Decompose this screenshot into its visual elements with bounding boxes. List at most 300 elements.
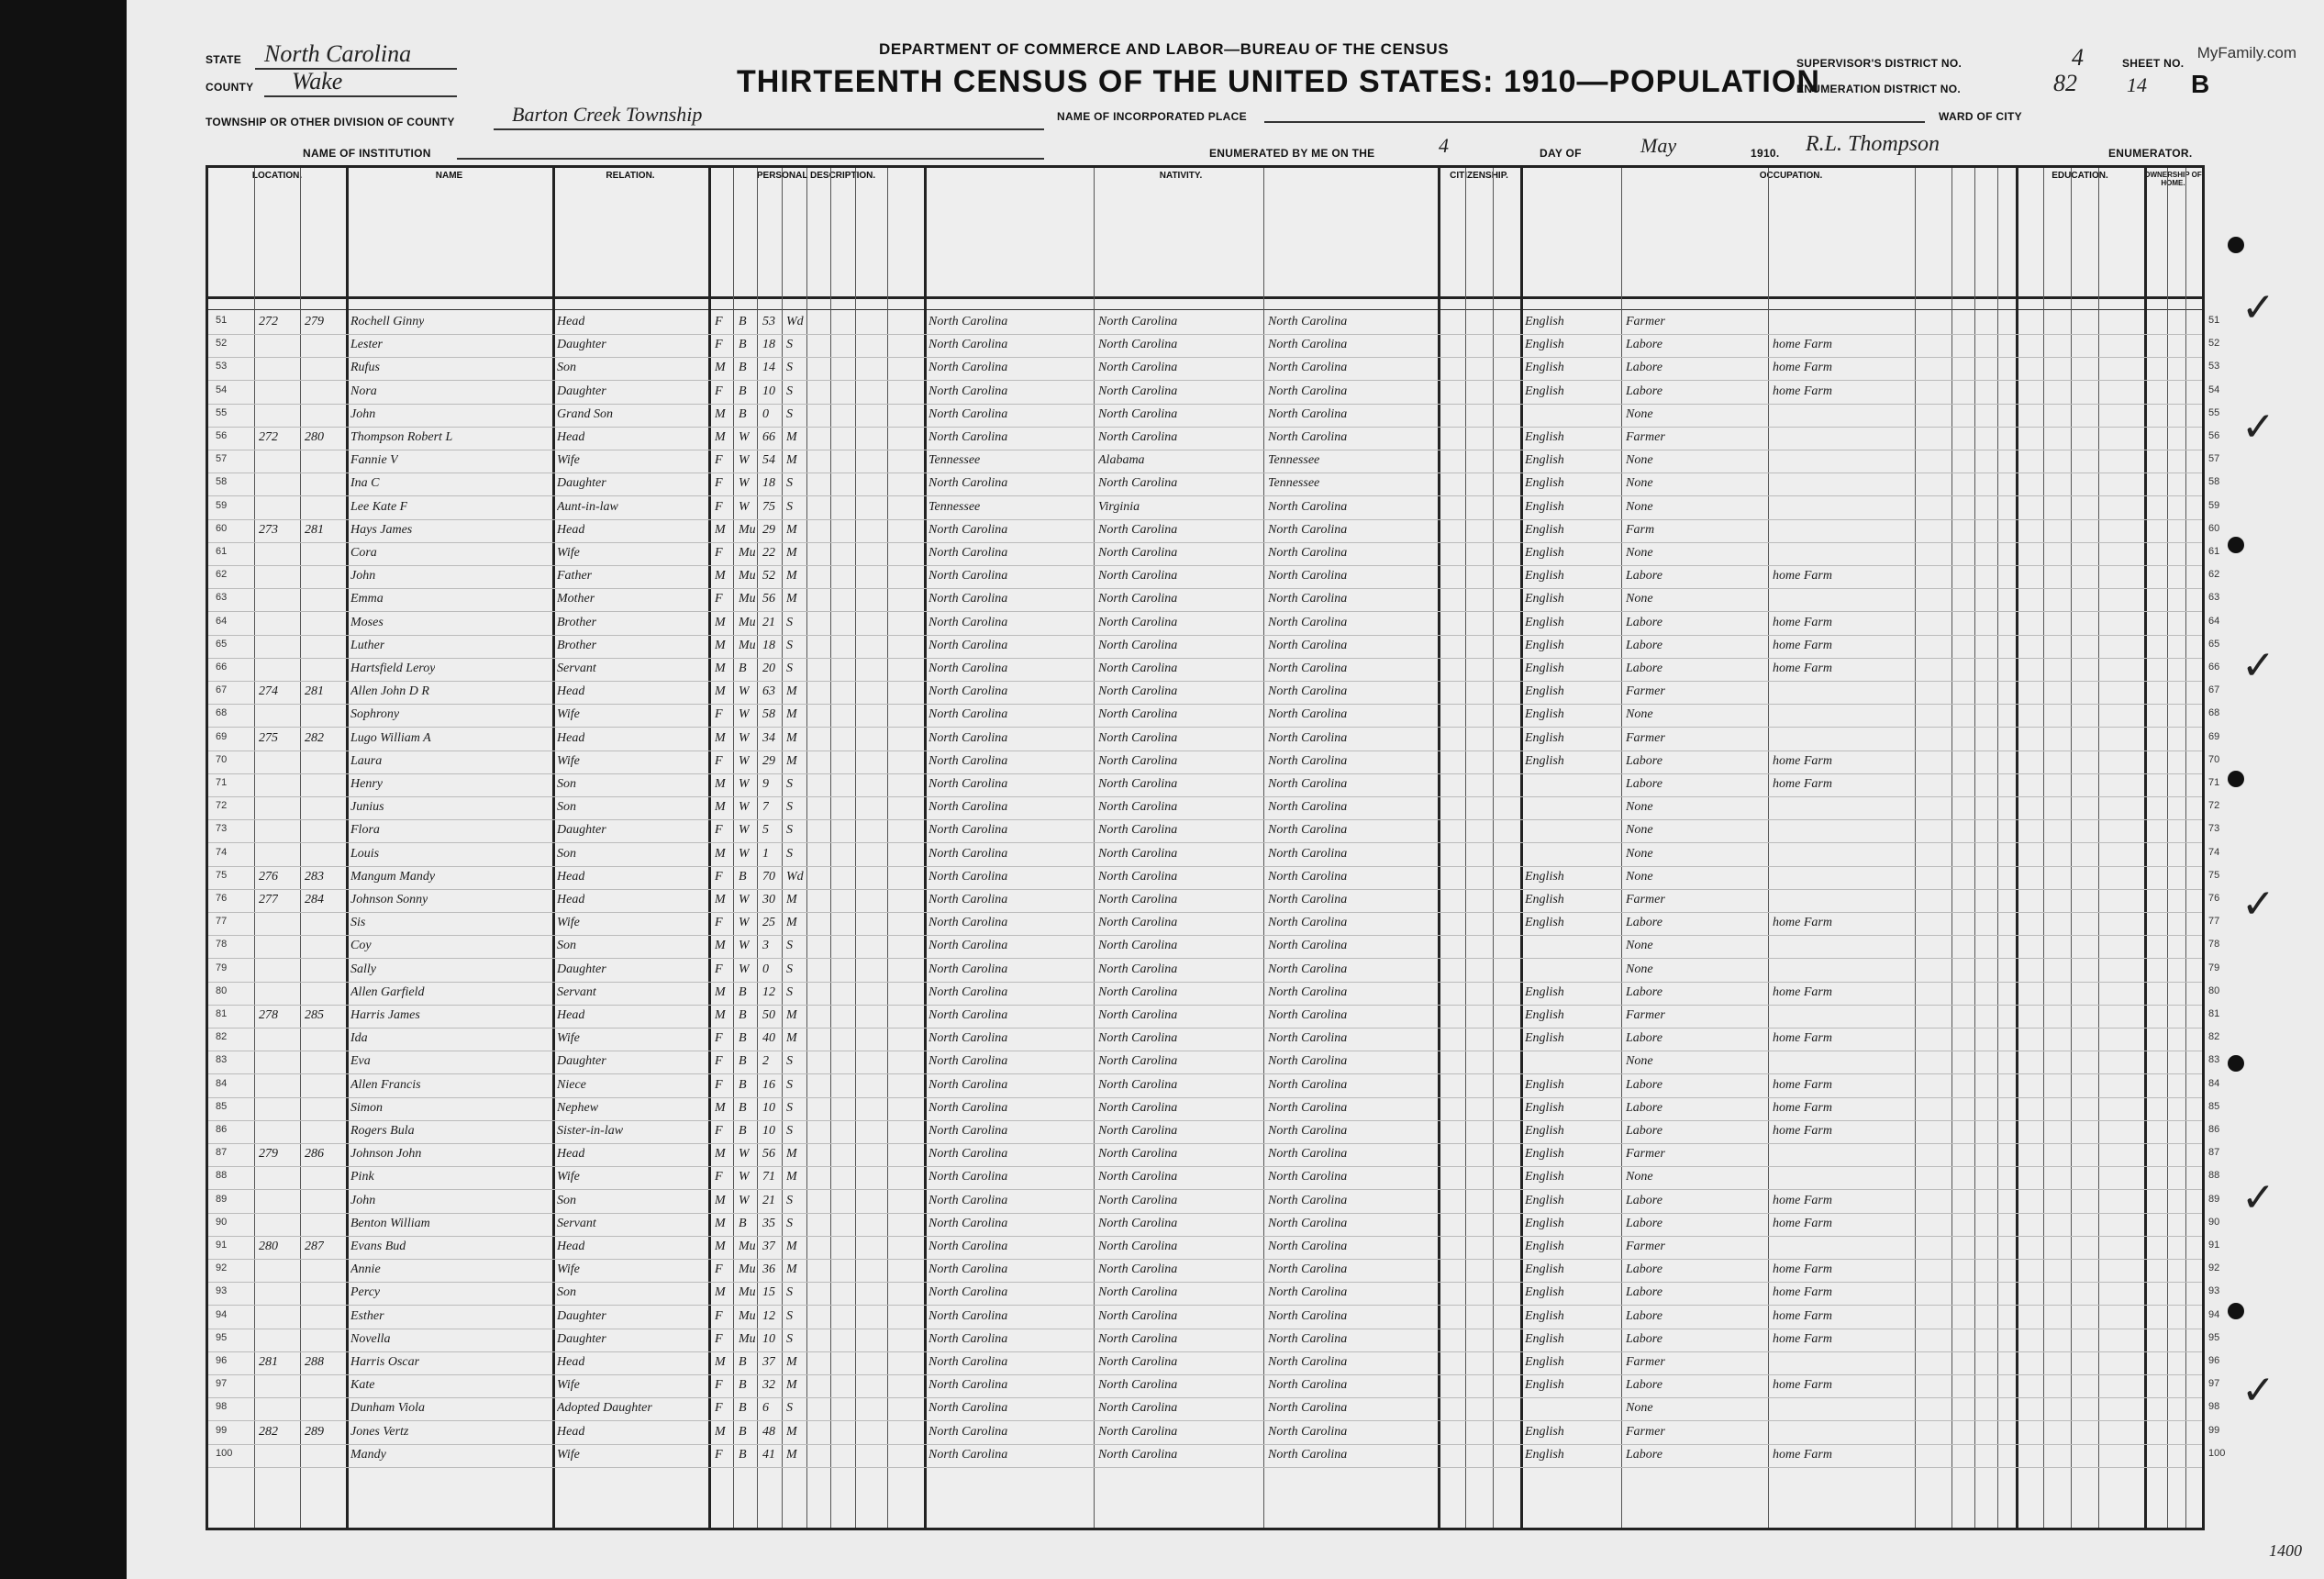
line-number-cell: 63 [216, 592, 228, 604]
father-birthplace-cell: Alabama [1098, 453, 1145, 468]
line-number-cell: 99 [216, 1424, 228, 1436]
line-number-cell: 65 [2208, 638, 2220, 650]
person-name-cell: Fannie V [350, 453, 398, 468]
sex-cell: F [715, 1031, 723, 1046]
line-number-cell: 65 [216, 638, 228, 650]
father-birthplace-cell: North Carolina [1098, 361, 1178, 375]
race-cell: B [739, 1124, 747, 1138]
industry-cell: home Farm [1773, 984, 1832, 999]
father-birthplace-cell: North Carolina [1098, 939, 1178, 953]
relation-cell: Daughter [557, 1054, 606, 1069]
person-name-cell: Lee Kate F [350, 499, 408, 514]
sex-cell: F [715, 1170, 723, 1184]
industry-cell: home Farm [1773, 1331, 1832, 1346]
relation-cell: Head [557, 1008, 585, 1022]
race-cell: Mu [739, 522, 756, 537]
mother-birthplace-cell: North Carolina [1268, 1054, 1348, 1069]
mother-birthplace-cell: North Carolina [1268, 1216, 1348, 1230]
relation-cell: Wife [557, 453, 580, 468]
father-birthplace-cell: North Carolina [1098, 707, 1178, 722]
birthplace-cell: North Carolina [928, 592, 1008, 606]
line-number-cell: 78 [216, 939, 228, 951]
line-number-cell: 93 [2208, 1285, 2220, 1297]
language-cell: English [1525, 730, 1564, 745]
age-cell: 66 [762, 430, 775, 444]
age-cell: 30 [762, 893, 775, 906]
sex-cell: M [715, 638, 726, 652]
mother-birthplace-cell: North Carolina [1268, 1193, 1348, 1207]
birthplace-cell: North Carolina [928, 869, 1008, 884]
person-name-cell: John [350, 406, 376, 421]
group-education: EDUCATION. [2052, 171, 2108, 181]
line-number-cell: 96 [216, 1355, 228, 1366]
language-cell: English [1525, 522, 1564, 537]
table-row [208, 912, 2220, 936]
sex-cell: M [715, 615, 726, 629]
marital-status-cell: S [786, 662, 793, 675]
industry-cell: home Farm [1773, 361, 1832, 375]
birthplace-cell: North Carolina [928, 1054, 1008, 1069]
table-row [208, 1213, 2220, 1237]
language-cell: English [1525, 430, 1564, 444]
line-number-cell: 88 [216, 1170, 228, 1182]
language-cell: English [1525, 1170, 1564, 1184]
birthplace-cell: North Carolina [928, 1378, 1008, 1393]
line-number-cell: 100 [2208, 1447, 2226, 1459]
occupation-cell: Labore [1626, 384, 1662, 398]
mother-birthplace-cell: North Carolina [1268, 1355, 1348, 1369]
census-sheet [127, 0, 2324, 1579]
sex-cell: F [715, 1378, 723, 1393]
line-number-cell: 52 [216, 338, 228, 350]
age-cell: 34 [762, 730, 775, 745]
group-citizenship: CITIZENSHIP. [1450, 171, 1508, 181]
line-number-cell: 75 [216, 869, 228, 881]
birthplace-cell: North Carolina [928, 638, 1008, 652]
person-name-cell: John [350, 569, 376, 584]
line-number-cell: 57 [216, 453, 228, 465]
birthplace-cell: North Carolina [928, 893, 1008, 906]
occupation-cell: Farmer [1626, 730, 1665, 745]
mother-birthplace-cell: North Carolina [1268, 893, 1348, 906]
enumerated-label: ENUMERATED BY ME ON THE [1209, 147, 1375, 160]
line-number-cell: 79 [216, 962, 228, 973]
dwelling-number-cell: 272 [259, 430, 278, 444]
person-name-cell: Johnson Sonny [350, 893, 428, 906]
father-birthplace-cell: North Carolina [1098, 1216, 1178, 1230]
age-cell: 10 [762, 384, 775, 398]
line-number-cell: 52 [2208, 338, 2220, 350]
age-cell: 48 [762, 1424, 775, 1439]
person-name-cell: Annie [350, 1262, 381, 1277]
sex-cell: F [715, 753, 723, 768]
mother-birthplace-cell: North Carolina [1268, 430, 1348, 444]
enumerator-label: ENUMERATOR. [2108, 147, 2193, 160]
sex-cell: F [715, 916, 723, 930]
age-cell: 70 [762, 869, 775, 884]
table-row [208, 565, 2220, 589]
language-cell: English [1525, 476, 1564, 491]
relation-cell: Son [557, 800, 576, 815]
line-number-cell: 97 [2208, 1378, 2220, 1390]
person-name-cell: Rufus [350, 361, 380, 375]
mother-birthplace-cell: North Carolina [1268, 939, 1348, 953]
relation-cell: Wife [557, 1031, 580, 1046]
birthplace-cell: North Carolina [928, 1447, 1008, 1462]
line-number-cell: 61 [216, 546, 228, 557]
enumeration-district-label: ENUMERATION DISTRICT NO. [1796, 83, 1961, 95]
table-row [208, 404, 2220, 428]
language-cell: English [1525, 569, 1564, 584]
person-name-cell: Ida [350, 1031, 368, 1046]
table-row [208, 1351, 2220, 1375]
marital-status-cell: M [786, 522, 797, 537]
race-cell: B [739, 315, 747, 328]
birthplace-cell: North Carolina [928, 615, 1008, 629]
birthplace-cell: North Carolina [928, 1031, 1008, 1046]
birthplace-cell: North Carolina [928, 753, 1008, 768]
relation-cell: Head [557, 1240, 585, 1253]
table-row [208, 612, 2220, 636]
person-name-cell: Allen Garfield [350, 984, 425, 999]
birthplace-cell: North Carolina [928, 1124, 1008, 1138]
language-cell: English [1525, 707, 1564, 722]
table-row [208, 959, 2220, 983]
relation-cell: Niece [557, 1077, 586, 1092]
table-row [208, 1097, 2220, 1121]
table-row [208, 728, 2220, 751]
sex-cell: F [715, 1447, 723, 1462]
age-cell: 15 [762, 1285, 775, 1300]
line-number-cell: 78 [2208, 939, 2220, 951]
line-number-cell: 89 [216, 1193, 228, 1205]
sheet-value: 14 [2127, 73, 2147, 96]
mother-birthplace-cell: North Carolina [1268, 823, 1348, 838]
line-number-cell: 98 [216, 1401, 228, 1413]
table-row [208, 773, 2220, 797]
relation-cell: Adopted Daughter [557, 1401, 652, 1416]
person-name-cell: Laura [350, 753, 383, 768]
marital-status-cell: M [786, 684, 797, 699]
line-number-cell: 55 [2208, 406, 2220, 418]
mother-birthplace-cell: North Carolina [1268, 1262, 1348, 1277]
marital-status-cell: M [786, 569, 797, 584]
mother-birthplace-cell: North Carolina [1268, 1008, 1348, 1022]
age-cell: 10 [762, 1124, 775, 1138]
age-cell: 14 [762, 361, 775, 375]
department-heading: DEPARTMENT OF COMMERCE AND LABOR—BUREAU OF THE CENSUS [879, 40, 1450, 58]
person-name-cell: Hartsfield Leroy [350, 662, 436, 675]
marital-status-cell: M [786, 1147, 797, 1162]
occupation-cell: Labore [1626, 1193, 1662, 1207]
language-cell: English [1525, 1100, 1564, 1115]
father-birthplace-cell: North Carolina [1098, 406, 1178, 421]
marital-status-cell: M [786, 453, 797, 468]
person-name-cell: John [350, 1193, 376, 1207]
line-number-cell: 81 [2208, 1008, 2220, 1019]
table-row [208, 935, 2220, 959]
relation-cell: Servant [557, 662, 596, 675]
line-number-cell: 84 [2208, 1077, 2220, 1089]
occupation-cell: Farmer [1626, 1240, 1665, 1253]
occupation-cell: Labore [1626, 777, 1662, 791]
line-number-cell: 95 [216, 1331, 228, 1343]
occupation-cell: None [1626, 1170, 1653, 1184]
age-cell: 53 [762, 315, 775, 328]
person-name-cell: Flora [350, 823, 380, 838]
census-title: THIRTEENTH CENSUS OF THE UNITED STATES: 1910—POPULATION [737, 64, 1820, 99]
industry-cell: home Farm [1773, 1193, 1832, 1207]
sex-cell: M [715, 1240, 726, 1253]
language-cell: English [1525, 916, 1564, 930]
county-value: Wake [292, 68, 343, 95]
marital-status-cell: S [786, 638, 793, 652]
race-cell: B [739, 384, 747, 398]
occupation-cell: Farmer [1626, 684, 1665, 699]
sex-cell: F [715, 592, 723, 606]
relation-cell: Son [557, 939, 576, 953]
mother-birthplace-cell: Tennessee [1268, 476, 1320, 491]
person-name-cell: Jones Vertz [350, 1424, 409, 1439]
marital-status-cell: S [786, 1054, 793, 1069]
line-number-cell: 88 [2208, 1170, 2220, 1182]
township-underline [494, 128, 1044, 130]
language-cell: English [1525, 546, 1564, 560]
industry-cell: home Farm [1773, 338, 1832, 352]
marital-status-cell: M [786, 546, 797, 560]
age-cell: 0 [762, 406, 769, 421]
column-number-strip [208, 296, 2202, 310]
race-cell: W [739, 730, 750, 745]
language-cell: English [1525, 753, 1564, 768]
line-number-cell: 58 [2208, 476, 2220, 488]
line-number-cell: 67 [216, 684, 228, 696]
occupation-cell: Labore [1626, 1100, 1662, 1115]
race-cell: B [739, 1077, 747, 1092]
line-number-cell: 99 [2208, 1424, 2220, 1436]
mother-birthplace-cell: North Carolina [1268, 800, 1348, 815]
age-cell: 41 [762, 1447, 775, 1462]
township-label: TOWNSHIP OR OTHER DIVISION OF COUNTY [206, 116, 455, 128]
relation-cell: Daughter [557, 384, 606, 398]
race-cell: W [739, 1147, 750, 1162]
language-cell: English [1525, 1285, 1564, 1300]
table-row [208, 496, 2220, 520]
table-row [208, 1444, 2226, 1468]
table-row [208, 1259, 2220, 1283]
table-row [208, 1421, 2220, 1445]
person-name-cell: Mangum Mandy [350, 869, 436, 884]
race-cell: B [739, 662, 747, 675]
race-cell: B [739, 984, 747, 999]
occupation-cell: Farmer [1626, 430, 1665, 444]
race-cell: B [739, 1447, 747, 1462]
line-number-cell: 87 [2208, 1147, 2220, 1159]
relation-cell: Head [557, 1355, 585, 1369]
occupation-cell: Labore [1626, 361, 1662, 375]
group-relation: RELATION. [606, 171, 655, 181]
father-birthplace-cell: North Carolina [1098, 916, 1178, 930]
census-table [206, 165, 2226, 1530]
relation-cell: Nephew [557, 1100, 599, 1115]
occupation-cell: None [1626, 1054, 1653, 1069]
person-name-cell: Simon [350, 1100, 383, 1115]
birthplace-cell: North Carolina [928, 315, 1008, 328]
industry-cell: home Farm [1773, 1285, 1832, 1300]
father-birthplace-cell: North Carolina [1098, 615, 1178, 629]
language-cell: English [1525, 1008, 1564, 1022]
line-number-cell: 80 [2208, 984, 2220, 996]
dwelling-number-cell: 280 [259, 1240, 278, 1253]
marital-status-cell: S [786, 384, 793, 398]
line-number-cell: 69 [2208, 730, 2220, 742]
occupation-cell: Labore [1626, 1447, 1662, 1462]
marital-status-cell: S [786, 962, 793, 976]
line-number-cell: 54 [2208, 384, 2220, 395]
language-cell: English [1525, 1031, 1564, 1046]
age-cell: 16 [762, 1077, 775, 1092]
age-cell: 18 [762, 338, 775, 352]
person-name-cell: Sophrony [350, 707, 400, 722]
birthplace-cell: North Carolina [928, 546, 1008, 560]
person-name-cell: Lester [350, 338, 383, 352]
table-row [208, 843, 2220, 867]
family-number-cell: 289 [305, 1424, 324, 1439]
race-cell: B [739, 1355, 747, 1369]
father-birthplace-cell: North Carolina [1098, 1077, 1178, 1092]
line-number-cell: 96 [2208, 1355, 2220, 1366]
industry-cell: home Farm [1773, 753, 1832, 768]
language-cell: English [1525, 1331, 1564, 1346]
father-birthplace-cell: North Carolina [1098, 800, 1178, 815]
sex-cell: M [715, 1424, 726, 1439]
line-number-cell: 77 [216, 916, 228, 928]
sex-cell: F [715, 384, 723, 398]
line-number-cell: 61 [2208, 546, 2220, 557]
table-row [208, 473, 2220, 496]
line-number-cell: 56 [2208, 430, 2220, 441]
line-number-cell: 66 [2208, 662, 2220, 673]
father-birthplace-cell: North Carolina [1098, 315, 1178, 328]
line-number-cell: 86 [2208, 1124, 2220, 1135]
father-birthplace-cell: North Carolina [1098, 546, 1178, 560]
check-mark-icon: ✓ [2241, 284, 2275, 331]
birthplace-cell: North Carolina [928, 1008, 1008, 1022]
race-cell: Mu [739, 1240, 756, 1253]
incorporated-place-label: NAME OF INCORPORATED PLACE [1057, 110, 1247, 123]
person-name-cell: Henry [350, 777, 383, 791]
person-name-cell: Coy [350, 939, 372, 953]
birthplace-cell: North Carolina [928, 730, 1008, 745]
dwelling-number-cell: 278 [259, 1008, 278, 1022]
race-cell: W [739, 684, 750, 699]
person-name-cell: Eva [350, 1054, 371, 1069]
enumeration-district-value: 82 [2053, 70, 2077, 96]
mother-birthplace-cell: North Carolina [1268, 1308, 1348, 1323]
person-name-cell: Sis [350, 916, 366, 930]
table-row [208, 1282, 2220, 1306]
father-birthplace-cell: North Carolina [1098, 846, 1178, 861]
mother-birthplace-cell: North Carolina [1268, 522, 1348, 537]
age-cell: 37 [762, 1355, 775, 1369]
sex-cell: F [715, 338, 723, 352]
language-cell: English [1525, 662, 1564, 675]
race-cell: Mu [739, 546, 756, 560]
age-cell: 22 [762, 546, 775, 560]
sex-cell: F [715, 315, 723, 328]
mother-birthplace-cell: North Carolina [1268, 1240, 1348, 1253]
father-birthplace-cell: North Carolina [1098, 569, 1178, 584]
relation-cell: Brother [557, 615, 597, 629]
age-cell: 21 [762, 615, 775, 629]
occupation-cell: Labore [1626, 1031, 1662, 1046]
birthplace-cell: North Carolina [928, 1170, 1008, 1184]
group-nativity: NATIVITY. [1159, 171, 1203, 181]
line-number-cell: 91 [2208, 1240, 2220, 1251]
birthplace-cell: North Carolina [928, 430, 1008, 444]
birthplace-cell: North Carolina [928, 823, 1008, 838]
sex-cell: F [715, 499, 723, 514]
marital-status-cell: S [786, 1193, 793, 1207]
race-cell: W [739, 893, 750, 906]
mother-birthplace-cell: North Carolina [1268, 338, 1348, 352]
birthplace-cell: North Carolina [928, 522, 1008, 537]
sex-cell: F [715, 823, 723, 838]
family-number-cell: 283 [305, 869, 324, 884]
industry-cell: home Farm [1773, 1031, 1832, 1046]
race-cell: Mu [739, 1262, 756, 1277]
father-birthplace-cell: North Carolina [1098, 1262, 1178, 1277]
marital-status-cell: M [786, 1262, 797, 1277]
father-birthplace-cell: North Carolina [1098, 1147, 1178, 1162]
relation-cell: Son [557, 777, 576, 791]
table-row [208, 1397, 2220, 1421]
sex-cell: M [715, 1008, 726, 1022]
father-birthplace-cell: North Carolina [1098, 592, 1178, 606]
birthplace-cell: North Carolina [928, 662, 1008, 675]
relation-cell: Grand Son [557, 406, 614, 421]
birthplace-cell: North Carolina [928, 1308, 1008, 1323]
father-birthplace-cell: North Carolina [1098, 984, 1178, 999]
race-cell: Mu [739, 569, 756, 584]
line-number-cell: 92 [216, 1262, 228, 1274]
footer-number: 1400 [2269, 1541, 2302, 1560]
father-birthplace-cell: North Carolina [1098, 753, 1178, 768]
father-birthplace-cell: North Carolina [1098, 823, 1178, 838]
birthplace-cell: North Carolina [928, 846, 1008, 861]
county-underline [264, 95, 457, 97]
marital-status-cell: S [786, 984, 793, 999]
county-label: COUNTY [206, 81, 254, 94]
race-cell: W [739, 846, 750, 861]
dwelling-number-cell: 274 [259, 684, 278, 699]
person-name-cell: Hays James [350, 522, 413, 537]
industry-cell: home Farm [1773, 638, 1832, 652]
age-cell: 58 [762, 707, 775, 722]
age-cell: 56 [762, 1147, 775, 1162]
race-cell: W [739, 753, 750, 768]
marital-status-cell: M [786, 1031, 797, 1046]
sheet-side: B [2191, 70, 2210, 98]
marital-status-cell: M [786, 916, 797, 930]
father-birthplace-cell: North Carolina [1098, 684, 1178, 699]
line-number-cell: 59 [2208, 499, 2220, 511]
industry-cell: home Farm [1773, 1216, 1832, 1230]
dwelling-number-cell: 282 [259, 1424, 278, 1439]
race-cell: B [739, 338, 747, 352]
relation-cell: Daughter [557, 1331, 606, 1346]
birthplace-cell: North Carolina [928, 1355, 1008, 1369]
